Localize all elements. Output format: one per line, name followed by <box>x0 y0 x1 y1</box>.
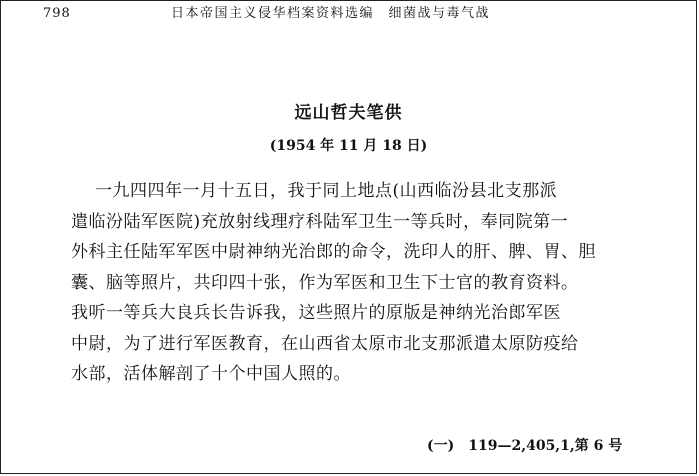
body-line: 水部，活体解剖了十个中国人照的。 <box>71 364 351 384</box>
document-title: 远山哲夫笔供 <box>294 103 403 123</box>
body-line: 我听一等兵大良兵长告诉我，这些照片的原版是神纳光治郎军医 <box>71 303 561 323</box>
body-line: 中尉，为了进行军医教育，在山西省太原市北支那派遣太原防疫给 <box>71 333 579 354</box>
body-line: 外科主任陆军军医中尉神纳光治郎的命令，洗印人的肝、脾、胃、胆 <box>71 242 596 262</box>
page-header <box>1 1 696 27</box>
body-line: 一九四四年一月十五日，我于同上地点(山西临汾县北支那派 <box>95 181 558 201</box>
archive-citation: (一) 119—2,405,1,第 6 号 <box>427 438 623 454</box>
body-paragraph <box>71 176 667 390</box>
body-line: 遣临汾陆军医院)充放射线理疗科陆军卫生一等兵时，奉同院第一 <box>71 211 569 232</box>
document-date: (1954 年 11 月 18 日) <box>269 138 428 154</box>
body-line: 囊、脑等照片，共印四十张，作为军医和卫生下士官的教育资料。 <box>71 272 579 293</box>
running-title: 日本帝国主义侵华档案资料选编 细菌战与毒气战 <box>171 6 491 21</box>
page-number: 798 <box>43 6 71 21</box>
